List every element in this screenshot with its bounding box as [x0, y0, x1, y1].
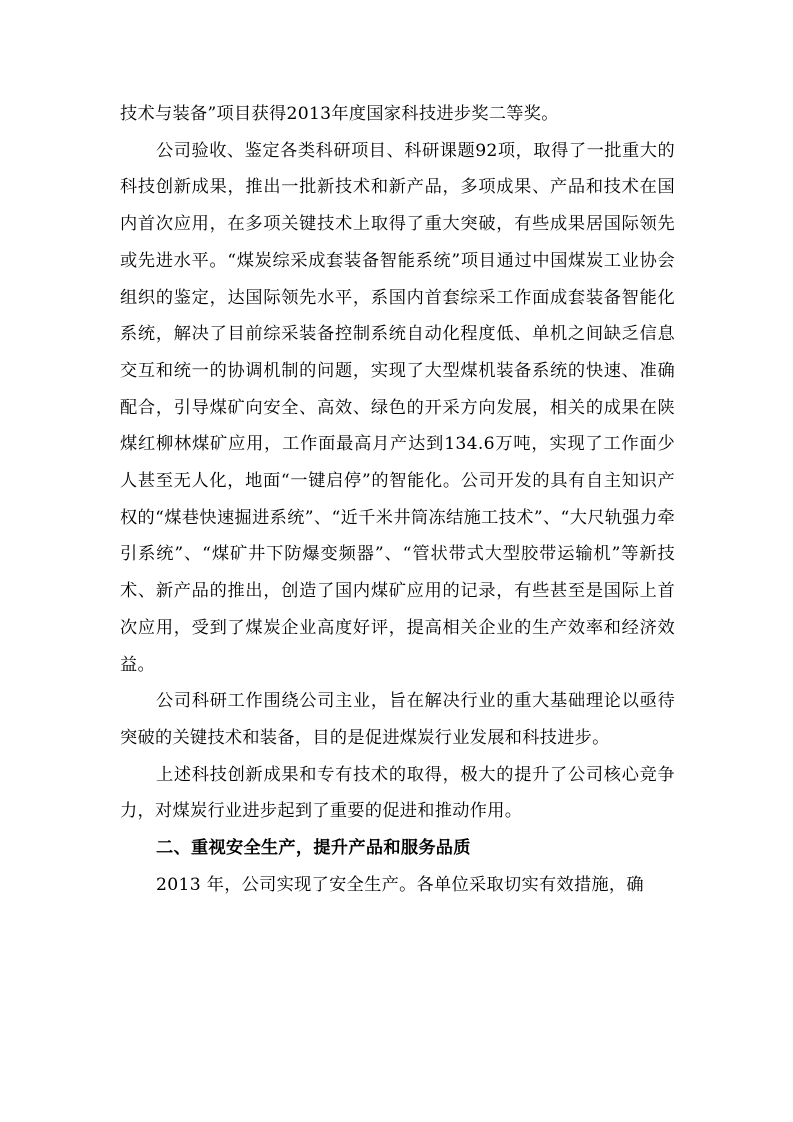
paragraph-research-focus: 公司科研工作围绕公司主业，旨在解决行业的重大基础理论以亟待突破的关键技术和装备，目的是促进煤炭行业发展和科技进步。 [120, 691, 675, 748]
paragraph-continuation: 技术与装备”项目获得2013年度国家科技进步奖二等奖。 [120, 104, 559, 124]
paragraph-research-achievements: 公司验收、鉴定各类科研项目、科研课题92项，取得了一批重大的科技创新成果，推出一批新技术和新产品，多项成果、产品和技术在国内首次应用，在多项关键技术上取得了重大突破，有些成果居国际领先或先进水平。“煤炭综采成套装备智能系统”项目通过中国煤炭工业协会组织的鉴定，达国际领先水平，系国内首套综采工作面成套装备智能化系统，解决了目前综采装备控制系统自动化程度低、单机之间缺乏信息交互和统一的协调机制的问题，实现了大型煤机装备系统的快速、准确配合，引导煤矿向安全、高效、绿色的开采方向发展，相关的成果在陕煤红柳林煤矿应用，工作面最高月产达到134.6万吨，实现了工作面少人甚至无人化，地面“一键启停”的智能化。公司开发的具有自主知识产权的“煤巷快速掘进系统”、“近千米井筒冻结施工技术”、“大尺轨强力牵引系统”、“煤矿井下防爆变频器”、“管状带式大型胶带运输机”等新技术、新产品的推出，创造了国内煤矿应用的记录，有些甚至是国际上首次应用，受到了煤炭企业高度好评，提高相关企业的生产效率和经济效益。 [120, 140, 675, 675]
paragraph-competitiveness: 上述科技创新成果和专有技术的取得，极大的提升了公司核心竞争力，对煤炭行业进步起到了重要的促进和推动作用。 [120, 764, 675, 822]
section-heading: 二、重视安全生产，提升产品和服务品质 [156, 838, 471, 859]
paragraph-safety: 2013 年，公司实现了安全生产。各单位采取切实有效措施，确 [156, 874, 644, 895]
document-body [120, 96, 675, 903]
